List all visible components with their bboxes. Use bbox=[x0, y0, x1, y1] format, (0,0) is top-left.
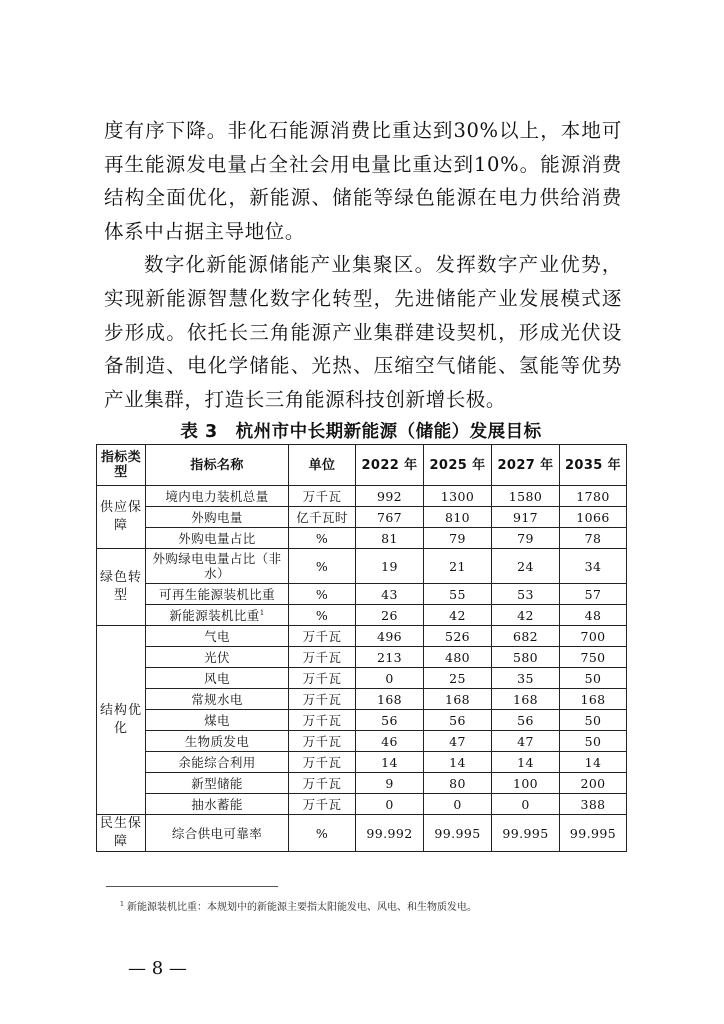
value-2027: 100 bbox=[492, 773, 560, 794]
metric-name: 新型储能 bbox=[146, 773, 289, 794]
value-2035: 168 bbox=[560, 689, 627, 710]
metric-name: 外购绿电电量占比（非水） bbox=[146, 549, 289, 584]
value-2022: 43 bbox=[356, 584, 424, 605]
value-2027: 53 bbox=[492, 584, 560, 605]
category-cell: 民生保障 bbox=[97, 815, 146, 852]
metric-name: 煤电 bbox=[146, 710, 289, 731]
value-2027: 99.995 bbox=[492, 815, 560, 852]
value-2025: 56 bbox=[424, 710, 492, 731]
footnote-divider bbox=[106, 886, 278, 887]
table-header-row bbox=[97, 445, 627, 486]
header-name: 指标名称 bbox=[146, 445, 289, 486]
footnote bbox=[120, 898, 477, 913]
metric-name: 光伏 bbox=[146, 647, 289, 668]
value-2022: 0 bbox=[356, 668, 424, 689]
value-2022: 99.992 bbox=[356, 815, 424, 852]
table-row bbox=[97, 528, 627, 549]
header-unit: 单位 bbox=[289, 445, 356, 486]
table-row bbox=[97, 752, 627, 773]
value-2035: 50 bbox=[560, 668, 627, 689]
value-2035: 200 bbox=[560, 773, 627, 794]
value-2025: 810 bbox=[424, 507, 492, 528]
metric-unit: % bbox=[289, 549, 356, 584]
value-2027: 79 bbox=[492, 528, 560, 549]
paragraph-2: 数字化新能源储能产业集聚区。发挥数字产业优势，实现新能源智慧化数字化转型，先进储能产业发展模式逐步形成。依托长三角能源产业集群建设契机，形成光伏设备制造、电化学储能、光热、压缩空气储能、氢能等优势产业集群，打造长三角能源科技创新增长极。 bbox=[104, 253, 622, 411]
footnote-marker: 1 bbox=[120, 900, 124, 908]
header-2035: 2035 年 bbox=[560, 445, 627, 486]
value-2025: 47 bbox=[424, 731, 492, 752]
table-row bbox=[97, 549, 627, 584]
value-2022: 9 bbox=[356, 773, 424, 794]
metric-name: 境内电力装机总量 bbox=[146, 486, 289, 507]
metric-name: 外购电量占比 bbox=[146, 528, 289, 549]
metric-name: 综合供电可靠率 bbox=[146, 815, 289, 852]
category-cell: 结构优化 bbox=[97, 626, 146, 815]
metric-unit: 万千瓦 bbox=[289, 626, 356, 647]
body-text bbox=[104, 114, 622, 416]
value-2027: 56 bbox=[492, 710, 560, 731]
metric-unit: 万千瓦 bbox=[289, 689, 356, 710]
value-2025: 480 bbox=[424, 647, 492, 668]
value-2022: 496 bbox=[356, 626, 424, 647]
table-row bbox=[97, 626, 627, 647]
value-2027: 580 bbox=[492, 647, 560, 668]
metric-unit: 万千瓦 bbox=[289, 710, 356, 731]
value-2022: 14 bbox=[356, 752, 424, 773]
value-2025: 168 bbox=[424, 689, 492, 710]
value-2035: 1780 bbox=[560, 486, 627, 507]
value-2035: 14 bbox=[560, 752, 627, 773]
metric-unit: 万千瓦 bbox=[289, 773, 356, 794]
metric-unit: % bbox=[289, 815, 356, 852]
value-2025: 0 bbox=[424, 794, 492, 815]
table-row bbox=[97, 710, 627, 731]
footnote-text: 新能源装机比重：本规划中的新能源主要指太阳能发电、风电、和生物质发电。 bbox=[127, 902, 478, 913]
value-2035: 34 bbox=[560, 549, 627, 584]
category-cell: 供应保障 bbox=[97, 486, 146, 549]
value-2022: 19 bbox=[356, 549, 424, 584]
table-row bbox=[97, 584, 627, 605]
value-2022: 46 bbox=[356, 731, 424, 752]
value-2035: 388 bbox=[560, 794, 627, 815]
header-2022: 2022 年 bbox=[356, 445, 424, 486]
value-2022: 26 bbox=[356, 605, 424, 626]
metric-name: 风电 bbox=[146, 668, 289, 689]
value-2027: 1580 bbox=[492, 486, 560, 507]
value-2022: 0 bbox=[356, 794, 424, 815]
value-2035: 78 bbox=[560, 528, 627, 549]
value-2027: 917 bbox=[492, 507, 560, 528]
header-2025: 2025 年 bbox=[424, 445, 492, 486]
value-2022: 81 bbox=[356, 528, 424, 549]
value-2025: 55 bbox=[424, 584, 492, 605]
footnote-ref[interactable]: 1 bbox=[259, 608, 265, 617]
metric-unit: 万千瓦 bbox=[289, 794, 356, 815]
value-2022: 213 bbox=[356, 647, 424, 668]
metric-name: 可再生能源装机比重 bbox=[146, 584, 289, 605]
value-2025: 526 bbox=[424, 626, 492, 647]
value-2027: 168 bbox=[492, 689, 560, 710]
value-2025: 42 bbox=[424, 605, 492, 626]
value-2022: 767 bbox=[356, 507, 424, 528]
table-row bbox=[97, 668, 627, 689]
table-row bbox=[97, 731, 627, 752]
metric-unit: 万千瓦 bbox=[289, 752, 356, 773]
header-category: 指标类型 bbox=[97, 445, 146, 486]
paragraph-1: 度有序下降。非化石能源消费比重达到30%以上，本地可再生能源发电量占全社会用电量比重达到10%。能源消费结构全面优化，新能源、储能等绿色能源在电力供给消费体系中占据主导地位。 bbox=[104, 119, 622, 243]
category-cell: 绿色转型 bbox=[97, 549, 146, 626]
page-number: — 8 — bbox=[128, 958, 187, 979]
value-2027: 35 bbox=[492, 668, 560, 689]
value-2027: 47 bbox=[492, 731, 560, 752]
table-row bbox=[97, 486, 627, 507]
table-row bbox=[97, 689, 627, 710]
table-row bbox=[97, 815, 627, 852]
value-2027: 0 bbox=[492, 794, 560, 815]
table-title: 表 3 杭州市中长期新能源（储能）发展目标 bbox=[180, 422, 542, 442]
metric-unit: 万千瓦 bbox=[289, 486, 356, 507]
metric-name: 余能综合利用 bbox=[146, 752, 289, 773]
value-2027: 42 bbox=[492, 605, 560, 626]
metric-unit: 万千瓦 bbox=[289, 731, 356, 752]
value-2025: 79 bbox=[424, 528, 492, 549]
metric-name: 常规水电 bbox=[146, 689, 289, 710]
value-2035: 50 bbox=[560, 731, 627, 752]
value-2022: 168 bbox=[356, 689, 424, 710]
value-2035: 750 bbox=[560, 647, 627, 668]
value-2035: 48 bbox=[560, 605, 627, 626]
metric-name: 抽水蓄能 bbox=[146, 794, 289, 815]
value-2035: 57 bbox=[560, 584, 627, 605]
table-row bbox=[97, 773, 627, 794]
value-2035: 99.995 bbox=[560, 815, 627, 852]
value-2022: 992 bbox=[356, 486, 424, 507]
value-2027: 682 bbox=[492, 626, 560, 647]
metric-unit: 万千瓦 bbox=[289, 647, 356, 668]
value-2022: 56 bbox=[356, 710, 424, 731]
value-2025: 99.995 bbox=[424, 815, 492, 852]
metric-unit: % bbox=[289, 584, 356, 605]
metric-unit: 亿千瓦时 bbox=[289, 507, 356, 528]
value-2025: 25 bbox=[424, 668, 492, 689]
value-2035: 1066 bbox=[560, 507, 627, 528]
targets-table bbox=[96, 444, 627, 852]
metric-unit: % bbox=[289, 605, 356, 626]
table-row bbox=[97, 794, 627, 815]
metric-name: 外购电量 bbox=[146, 507, 289, 528]
value-2025: 14 bbox=[424, 752, 492, 773]
value-2027: 24 bbox=[492, 549, 560, 584]
metric-name-text: 新能源装机比重 bbox=[169, 607, 260, 623]
metric-unit: 万千瓦 bbox=[289, 668, 356, 689]
value-2035: 50 bbox=[560, 710, 627, 731]
header-2027: 2027 年 bbox=[492, 445, 560, 486]
value-2027: 14 bbox=[492, 752, 560, 773]
metric-name: 生物质发电 bbox=[146, 731, 289, 752]
table-row bbox=[97, 647, 627, 668]
value-2025: 1300 bbox=[424, 486, 492, 507]
metric-name: 气电 bbox=[146, 626, 289, 647]
table-row bbox=[97, 605, 627, 626]
value-2025: 80 bbox=[424, 773, 492, 794]
value-2035: 700 bbox=[560, 626, 627, 647]
value-2025: 21 bbox=[424, 549, 492, 584]
metric-name bbox=[146, 605, 289, 626]
metric-unit: % bbox=[289, 528, 356, 549]
table-row bbox=[97, 507, 627, 528]
